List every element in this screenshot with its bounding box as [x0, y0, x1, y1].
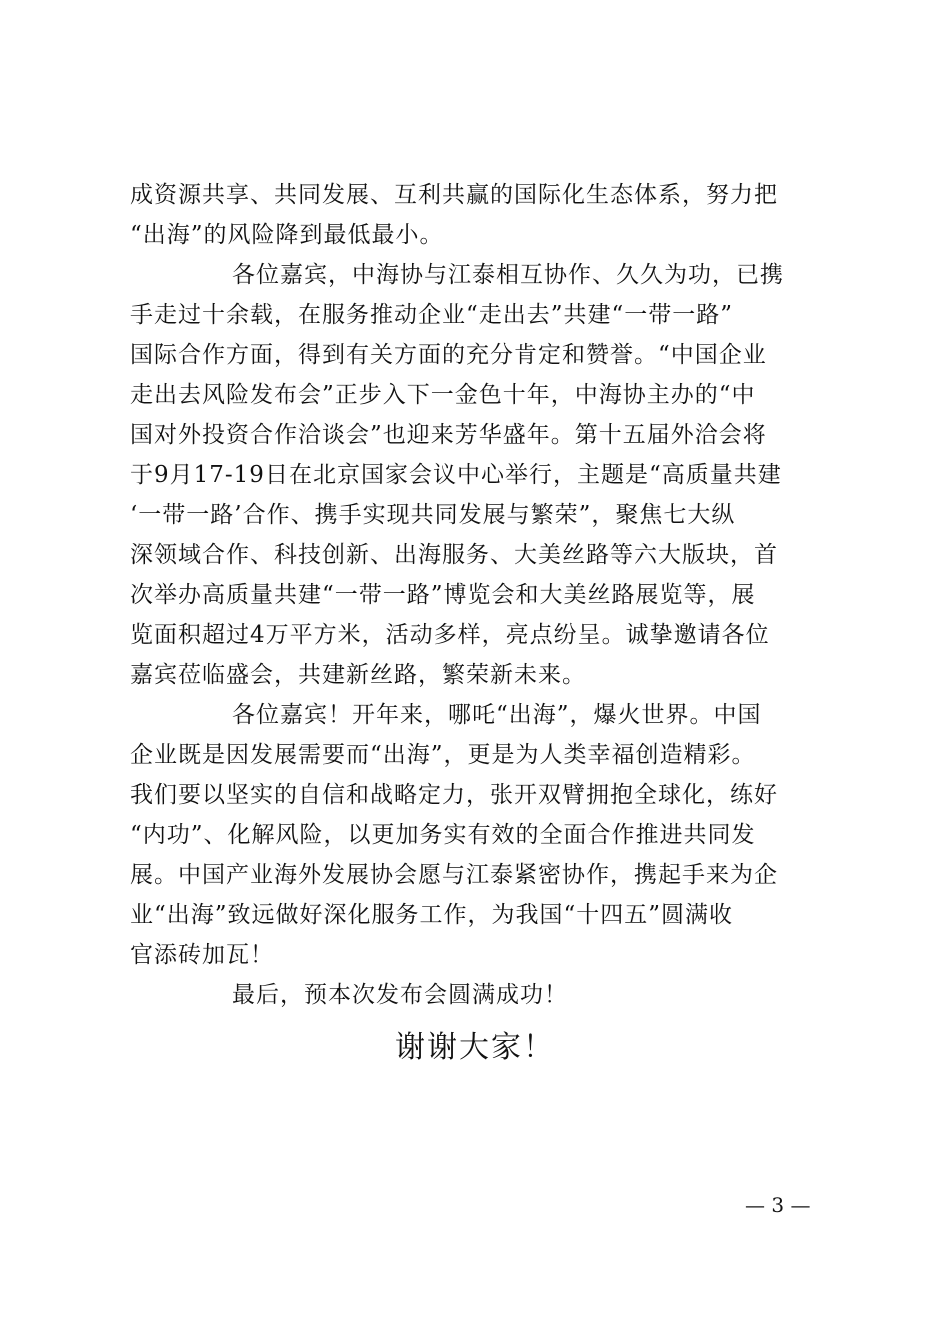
paragraph-start-line: 最后，预本次发布会圆满成功！ — [232, 982, 568, 1008]
text-line: 国际合作方面，得到有关方面的充分肯定和赞誉。“中国企业 — [130, 342, 767, 368]
text-line: 展。中国产业海外发展协会愿与江泰紧密协作，携起手来为企 — [130, 862, 778, 888]
text-line: 企业既是因发展需要而“出海”，更是为人类幸福创造精彩。 — [130, 742, 756, 768]
text-line: “出海”的风险降到最低最小。 — [130, 222, 444, 248]
closing-thanks: 谢谢大家！ — [395, 1030, 555, 1065]
text-line: 手走过十余载，在服务推动企业“走出去”共建“一带一路” — [130, 302, 734, 328]
text-line: 深领域合作、科技创新、出海服务、大美丝路等六大版块，首 — [130, 542, 778, 568]
text-line: 次举办高质量共建“一带一路”博览会和大美丝路展览等，展 — [130, 582, 756, 608]
text-line: 我们要以坚实的自信和战略定力，张开双臂拥抱全球化，练好 — [130, 782, 778, 808]
text-line: “内功”、化解风险，以更加务实有效的全面合作推进共同发 — [130, 822, 756, 848]
text-line: ‘一带一路’合作、携手实现共同发展与繁荣”，聚焦七大纵 — [130, 502, 736, 528]
text-line: 嘉宾莅临盛会，共建新丝路，繁荣新未来。 — [130, 662, 586, 688]
paragraph-start-line: 各位嘉宾！开年来，哪吒“出海”，爆火世界。中国 — [232, 702, 762, 728]
text-line: 成资源共享、共同发展、互利共赢的国际化生态体系，努力把 — [130, 182, 778, 208]
text-line: 于9月17-19日在北京国家会议中心举行，主题是“高质量共建 — [130, 462, 782, 488]
page-number: — 3 — — [745, 1193, 811, 1217]
text-line: 走出去风险发布会”正步入下一金色十年，中海协主办的“中 — [130, 382, 756, 408]
paragraph-start-line: 各位嘉宾，中海协与江泰相互协作、久久为功，已携 — [232, 262, 784, 288]
text-line: 业“出海”致远做好深化服务工作，为我国“十四五”圆满收 — [130, 902, 734, 928]
body-text — [130, 175, 820, 1071]
text-line: 国对外投资合作洽谈会”也迎来芳华盛年。第十五届外洽会将 — [130, 422, 767, 448]
text-line: 览面积超过4万平方米，活动多样，亮点纷呈。诚挚邀请各位 — [130, 622, 770, 648]
spacer — [130, 1015, 820, 1025]
text-line: 官添砖加瓦！ — [130, 942, 274, 968]
